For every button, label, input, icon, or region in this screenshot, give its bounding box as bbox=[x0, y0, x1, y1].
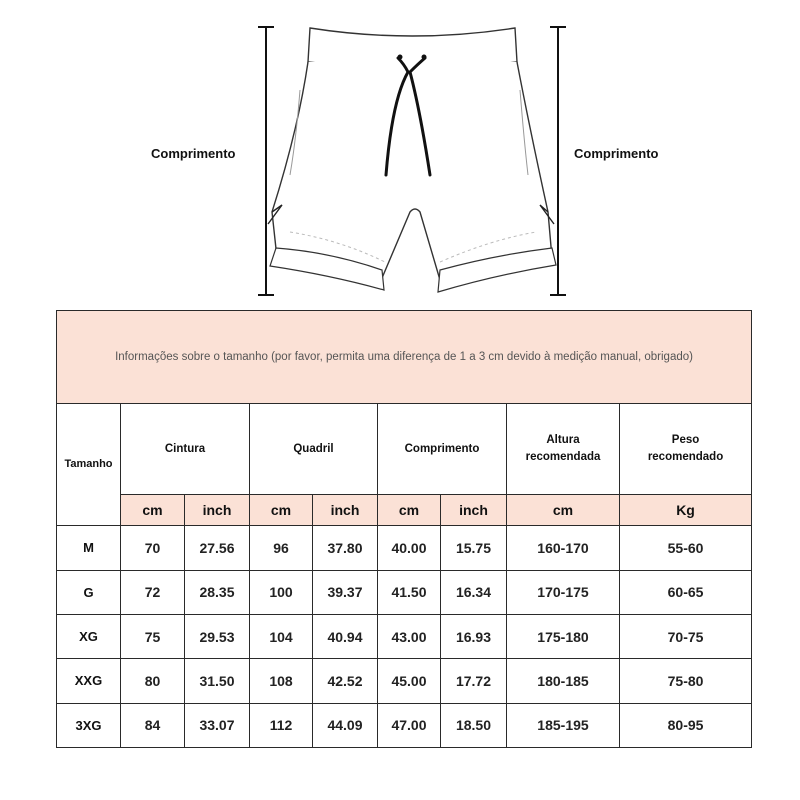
value-cell: 75 bbox=[121, 614, 185, 658]
unit-cell: inch bbox=[185, 495, 250, 526]
size-cell: XG bbox=[57, 614, 121, 658]
header-hip: Quadril bbox=[250, 404, 378, 495]
size-cell: 3XG bbox=[57, 703, 121, 747]
value-cell: 40.94 bbox=[313, 614, 378, 658]
value-cell: 41.50 bbox=[378, 570, 441, 614]
value-cell: 17.72 bbox=[441, 659, 507, 703]
value-cell: 72 bbox=[121, 570, 185, 614]
unit-cell: inch bbox=[313, 495, 378, 526]
value-cell: 47.00 bbox=[378, 703, 441, 747]
table-row bbox=[57, 570, 752, 614]
value-cell: 180-185 bbox=[507, 659, 620, 703]
length-label-right: Comprimento bbox=[574, 146, 659, 161]
value-cell: 84 bbox=[121, 703, 185, 747]
value-cell: 70-75 bbox=[620, 614, 752, 658]
value-cell: 39.37 bbox=[313, 570, 378, 614]
header-waist: Cintura bbox=[121, 404, 250, 495]
size-cell: G bbox=[57, 570, 121, 614]
unit-cell: cm bbox=[507, 495, 620, 526]
value-cell: 80-95 bbox=[620, 703, 752, 747]
value-cell: 15.75 bbox=[441, 526, 507, 570]
value-cell: 37.80 bbox=[313, 526, 378, 570]
value-cell: 100 bbox=[250, 570, 313, 614]
value-cell: 18.50 bbox=[441, 703, 507, 747]
value-cell: 70 bbox=[121, 526, 185, 570]
value-cell: 33.07 bbox=[185, 703, 250, 747]
note-row bbox=[57, 311, 752, 404]
value-cell: 108 bbox=[250, 659, 313, 703]
value-cell: 27.56 bbox=[185, 526, 250, 570]
size-note: Informações sobre o tamanho (por favor, permita uma diferença de 1 a 3 cm devido à medição manual, obrigado) bbox=[57, 311, 752, 404]
table-row bbox=[57, 659, 752, 703]
shorts-diagram bbox=[0, 0, 800, 305]
header-height bbox=[507, 404, 620, 495]
size-cell: M bbox=[57, 526, 121, 570]
value-cell: 43.00 bbox=[378, 614, 441, 658]
value-cell: 16.93 bbox=[441, 614, 507, 658]
header-height-line2: recomendada bbox=[525, 451, 601, 464]
value-cell: 31.50 bbox=[185, 659, 250, 703]
unit-cell: cm bbox=[121, 495, 185, 526]
value-cell: 104 bbox=[250, 614, 313, 658]
header-weight-line2: recomendado bbox=[647, 451, 724, 464]
value-cell: 16.34 bbox=[441, 570, 507, 614]
value-cell: 60-65 bbox=[620, 570, 752, 614]
length-label-left: Comprimento bbox=[151, 146, 236, 161]
value-cell: 170-175 bbox=[507, 570, 620, 614]
value-cell: 96 bbox=[250, 526, 313, 570]
table-row bbox=[57, 703, 752, 747]
value-cell: 42.52 bbox=[313, 659, 378, 703]
value-cell: 45.00 bbox=[378, 659, 441, 703]
unit-cell: cm bbox=[250, 495, 313, 526]
table-row bbox=[57, 526, 752, 570]
header-length: Comprimento bbox=[378, 404, 507, 495]
size-table bbox=[56, 310, 752, 748]
value-cell: 29.53 bbox=[185, 614, 250, 658]
value-cell: 175-180 bbox=[507, 614, 620, 658]
shorts-illustration bbox=[0, 0, 800, 305]
header-row bbox=[57, 404, 752, 495]
unit-cell: inch bbox=[441, 495, 507, 526]
value-cell: 55-60 bbox=[620, 526, 752, 570]
header-weight-line1: Peso bbox=[671, 434, 700, 447]
value-cell: 28.35 bbox=[185, 570, 250, 614]
size-cell: XXG bbox=[57, 659, 121, 703]
value-cell: 112 bbox=[250, 703, 313, 747]
unit-cell: cm bbox=[378, 495, 441, 526]
value-cell: 185-195 bbox=[507, 703, 620, 747]
value-cell: 75-80 bbox=[620, 659, 752, 703]
unit-cell: Kg bbox=[620, 495, 752, 526]
header-weight bbox=[620, 404, 752, 495]
left-length-bar bbox=[258, 27, 274, 295]
unit-row bbox=[57, 495, 752, 526]
value-cell: 40.00 bbox=[378, 526, 441, 570]
table-row bbox=[57, 614, 752, 658]
value-cell: 80 bbox=[121, 659, 185, 703]
value-cell: 44.09 bbox=[313, 703, 378, 747]
value-cell: 160-170 bbox=[507, 526, 620, 570]
header-size: Tamanho bbox=[57, 404, 121, 526]
header-height-line1: Altura bbox=[546, 434, 580, 447]
